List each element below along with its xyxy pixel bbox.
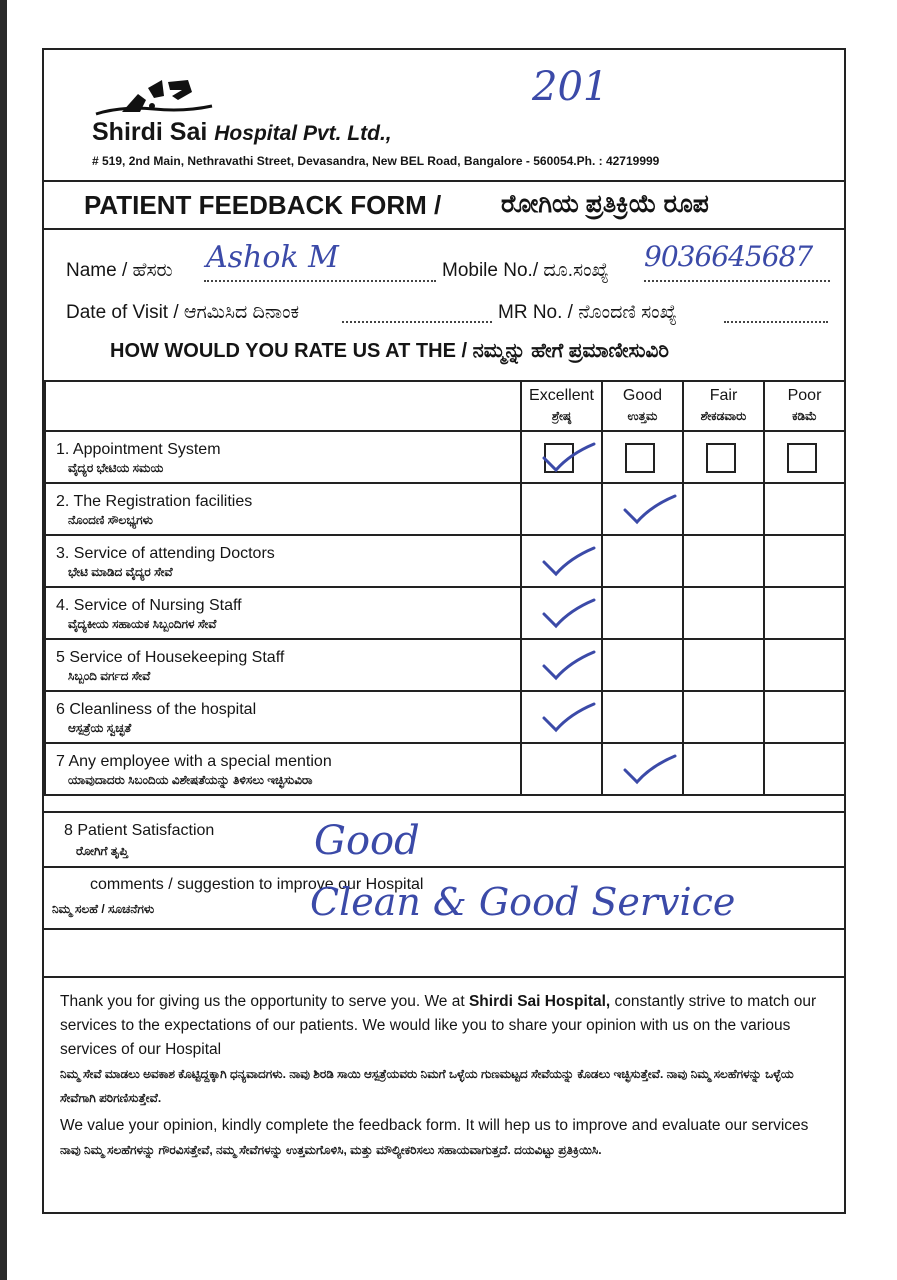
satisfaction-value: Good	[314, 818, 420, 864]
rating-cell-excellent[interactable]	[521, 639, 602, 691]
thank-you-paragraph	[60, 990, 832, 1062]
rating-cell-fair[interactable]	[683, 587, 764, 639]
thank-you-note	[60, 990, 832, 1162]
column-label: Fair	[709, 387, 738, 404]
satisfaction-label-kannada: ರೋಗಿಗೆ ತೃಪ್ತಿ	[76, 844, 129, 858]
thank-you-text: Thank you for giving us the opportunity to serve you. We at	[60, 993, 469, 1010]
column-label: Excellent	[529, 387, 594, 404]
form-title: PATIENT FEEDBACK FORM /	[84, 190, 442, 220]
rating-item-cell	[45, 639, 521, 691]
column-label: Poor	[787, 387, 822, 404]
rating-question: HOW WOULD YOU RATE US AT THE / ನಮ್ಮನ್ನು ಹೇಗೆ ಪ್ರಮಾಣೀಸುವಿರಿ	[110, 340, 669, 362]
rating-cell-poor[interactable]	[764, 431, 845, 483]
rating-item-cell	[45, 691, 521, 743]
check-mark-icon	[540, 596, 596, 632]
rating-row	[45, 431, 845, 483]
hospital-name	[92, 118, 392, 147]
rating-item-label-kannada: ಸಿಬ್ಬಂದಿ ವರ್ಗದ ಸೇವೆ	[68, 669, 151, 683]
rating-item-label: 4. Service of Nursing Staff	[56, 597, 242, 614]
rating-checkbox[interactable]	[706, 443, 736, 473]
rating-cell-poor[interactable]	[764, 639, 845, 691]
hospital-address: # 519, 2nd Main, Nethravathi Street, Devasandra, New BEL Road, Bangalore - 560054.Ph. : 42719999	[92, 154, 660, 168]
rating-item-label: 2. The Registration facilities	[56, 493, 253, 510]
rating-cell-good[interactable]	[602, 639, 683, 691]
hospital-name-main: Shirdi Sai	[92, 118, 208, 146]
rating-item-cell	[45, 587, 521, 639]
rating-item-cell	[45, 535, 521, 587]
rating-checkbox[interactable]	[625, 443, 655, 473]
column-label: Good	[622, 387, 663, 404]
divider	[44, 866, 844, 868]
column-label-kannada: ಉತ್ತಮ	[627, 409, 658, 423]
mr-number-label: MR No. / ನೊಂದಣಿ ಸಂಖ್ಯೆ	[498, 302, 677, 323]
mobile-field[interactable]	[644, 279, 830, 282]
rating-table	[44, 380, 846, 796]
rating-cell-poor[interactable]	[764, 743, 845, 795]
rating-cell-poor[interactable]	[764, 483, 845, 535]
check-mark-icon	[540, 544, 596, 580]
rating-cell-fair[interactable]	[683, 431, 764, 483]
rating-item-cell	[45, 483, 521, 535]
divider	[44, 976, 844, 978]
rating-cell-fair[interactable]	[683, 691, 764, 743]
rating-cell-excellent[interactable]	[521, 691, 602, 743]
rating-item-label: 7 Any employee with a special mention	[56, 753, 332, 770]
hospital-name-inline: Shirdi Sai Hospital,	[468, 993, 611, 1010]
divider	[44, 928, 844, 930]
divider	[44, 228, 844, 230]
divider	[44, 811, 844, 813]
rating-cell-excellent[interactable]	[521, 535, 602, 587]
rating-cell-good[interactable]	[602, 483, 683, 535]
value-opinion-paragraph-kannada: ನಾವು ನಿಮ್ಮ ಸಲಹೆಗಳನ್ನು ಗೌರವಿಸತ್ತೇವೆ, ನಮ್ಮ ಸೇವೆಗಳನ್ನು ಉತ್ತಮಗೊಳಿಸಿ, ಮತ್ತು ಮೌಲ್ಯೀಕರಿಸಲು ಸಹಾಯವಾಗುತ್ತದೆ. ದಯವಿಟ್ಟು ಪ್ರತಿಕ್ರಿಯಿಸಿ.	[60, 1143, 602, 1157]
rating-row	[45, 691, 845, 743]
rating-row	[45, 743, 845, 795]
rating-item-cell	[45, 431, 521, 483]
check-mark-icon	[540, 700, 596, 736]
rating-item-label-kannada: ಯಾವುದಾದರು ಸಿಬಂದಿಯ ವಿಶೇಷತೆಯನ್ನು ತಿಳಿಸಲು ಇಚ್ಛಿಸುವಿರಾ	[68, 773, 313, 787]
column-good	[602, 381, 683, 431]
rating-item-label: 1. Appointment System	[56, 441, 221, 458]
date-of-visit-field[interactable]	[342, 320, 492, 323]
check-mark-icon	[621, 492, 677, 528]
column-fair	[683, 381, 764, 431]
rating-cell-poor[interactable]	[764, 535, 845, 587]
rating-row	[45, 483, 845, 535]
rating-item-label-kannada: ವೈದ್ಯರ ಭೇಟಿಯ ಸಮಯ	[68, 461, 164, 475]
rating-row	[45, 587, 845, 639]
rating-cell-excellent[interactable]	[521, 587, 602, 639]
rating-cell-excellent[interactable]	[521, 483, 602, 535]
column-label-kannada: ಶ್ರೇಷ್ಠ	[551, 409, 572, 423]
rating-cell-good[interactable]	[602, 691, 683, 743]
comments-value[interactable]: Clean & Good Service	[310, 880, 736, 924]
comments-label: comments / suggestion to improve our Hospital	[90, 876, 424, 893]
value-opinion-paragraph: We value your opinion, kindly complete the feedback form. It will hep us to improve and evaluate our services	[60, 1117, 809, 1134]
rating-cell-excellent[interactable]	[521, 431, 602, 483]
serial-number: 201	[532, 64, 609, 110]
column-poor	[764, 381, 845, 431]
rating-cell-fair[interactable]	[683, 483, 764, 535]
column-excellent	[521, 381, 602, 431]
thank-you-paragraph-kannada: ನಿಮ್ಮ ಸೇವೆ ಮಾಡಲು ಅವಕಾಶ ಕೊಟ್ಟಿದ್ದಕ್ಕಾಗಿ ಧನ್ಯವಾದಗಳು. ನಾವು ಶಿರಡಿ ಸಾಯಿ ಆಸ್ಪತ್ರೆಯವರು ನಿಮಗೆ ಒಳ್ಳೆಯ ಗುಣಮಟ್ಟದ ಸೇವೆಯನ್ನು ಕೊಡಲು ಇಚ್ಛಿಸುತ್ತೇವೆ. ನಾವು ನಿಮ್ಮ ಸಲಹೆಗಳನ್ನು ಒಳ್ಳೆಯ ಸೇವೆಗಾಗಿ ಪರಿಗಣಿಸುತ್ತೇವೆ.	[60, 1067, 794, 1105]
hospital-logo	[92, 76, 216, 122]
page-edge-shadow	[0, 0, 7, 1280]
check-mark-icon	[621, 752, 677, 788]
feedback-form	[42, 48, 846, 1214]
rating-cell-excellent[interactable]	[521, 743, 602, 795]
form-title-kannada: ರೋಗಿಯ ಪ್ರತಿಕ್ರಿಯೆ ರೂಪ	[501, 190, 709, 218]
mr-number-field[interactable]	[724, 320, 828, 323]
rating-cell-good[interactable]	[602, 743, 683, 795]
thank-you-text-cont: constantly strive to match our services to the expectations of our patients. We would like you to share your opinion with us on the various services of our Hospital	[60, 993, 817, 1058]
column-label-kannada: ಕಡಿಮೆ	[792, 409, 817, 423]
rating-row	[45, 639, 845, 691]
mobile-value: 9036645687	[644, 240, 813, 273]
check-mark-icon	[540, 440, 596, 476]
rating-item-label-kannada: ಭೇಟಿ ಮಾಡಿದ ವೈದ್ಯರ ಸೇವೆ	[68, 565, 173, 579]
hospital-name-suffix: Hospital Pvt. Ltd.,	[214, 122, 392, 145]
rating-row	[45, 535, 845, 587]
rating-cell-poor[interactable]	[764, 691, 845, 743]
rating-item-label: 6 Cleanliness of the hospital	[56, 701, 257, 718]
rating-cell-good[interactable]	[602, 535, 683, 587]
satisfaction-label: 8 Patient Satisfaction	[64, 822, 215, 839]
date-of-visit-label: Date of Visit / ಆಗಮಿಸಿದ ದಿನಾಂಕ	[66, 302, 300, 323]
rating-checkbox[interactable]	[787, 443, 817, 473]
rating-item-label-kannada: ಆಸ್ಪತ್ರೆಯ ಸ್ವಚ್ಛತೆ	[68, 721, 132, 735]
rating-item-label: 3. Service of attending Doctors	[56, 545, 275, 562]
rating-item-label-kannada: ನೊಂದಣಿ ಸೌಲಭ್ಯಗಳು	[68, 513, 153, 527]
name-value: Ashok M	[206, 240, 339, 275]
rating-cell-good[interactable]	[602, 431, 683, 483]
name-field[interactable]	[204, 279, 436, 282]
column-label-kannada: ಶೇಕಡವಾರು	[700, 409, 747, 423]
check-mark-icon	[540, 648, 596, 684]
rating-cell-poor[interactable]	[764, 587, 845, 639]
rating-item-label-kannada: ವೈದ್ಯಕೀಯ ಸಹಾಯಕ ಸಿಬ್ಬಂದಿಗಳ ಸೇವೆ	[68, 617, 217, 631]
rating-cell-good[interactable]	[602, 587, 683, 639]
rating-item-label: 5 Service of Housekeeping Staff	[56, 649, 285, 666]
rating-cell-fair[interactable]	[683, 535, 764, 587]
rating-item-cell	[45, 743, 521, 795]
rating-cell-fair[interactable]	[683, 743, 764, 795]
mobile-label: Mobile No./ ದೂ.ಸಂಖ್ಯೆ	[442, 260, 609, 281]
name-label: Name / ಹೆಸರು	[66, 260, 173, 281]
rating-header-blank	[45, 381, 521, 431]
divider	[44, 180, 844, 182]
comments-label-kannada: ನಿಮ್ಮ ಸಲಹೆ / ಸೂಚನೆಗಳು	[52, 902, 155, 916]
rating-cell-fair[interactable]	[683, 639, 764, 691]
rating-header-row	[45, 381, 845, 431]
